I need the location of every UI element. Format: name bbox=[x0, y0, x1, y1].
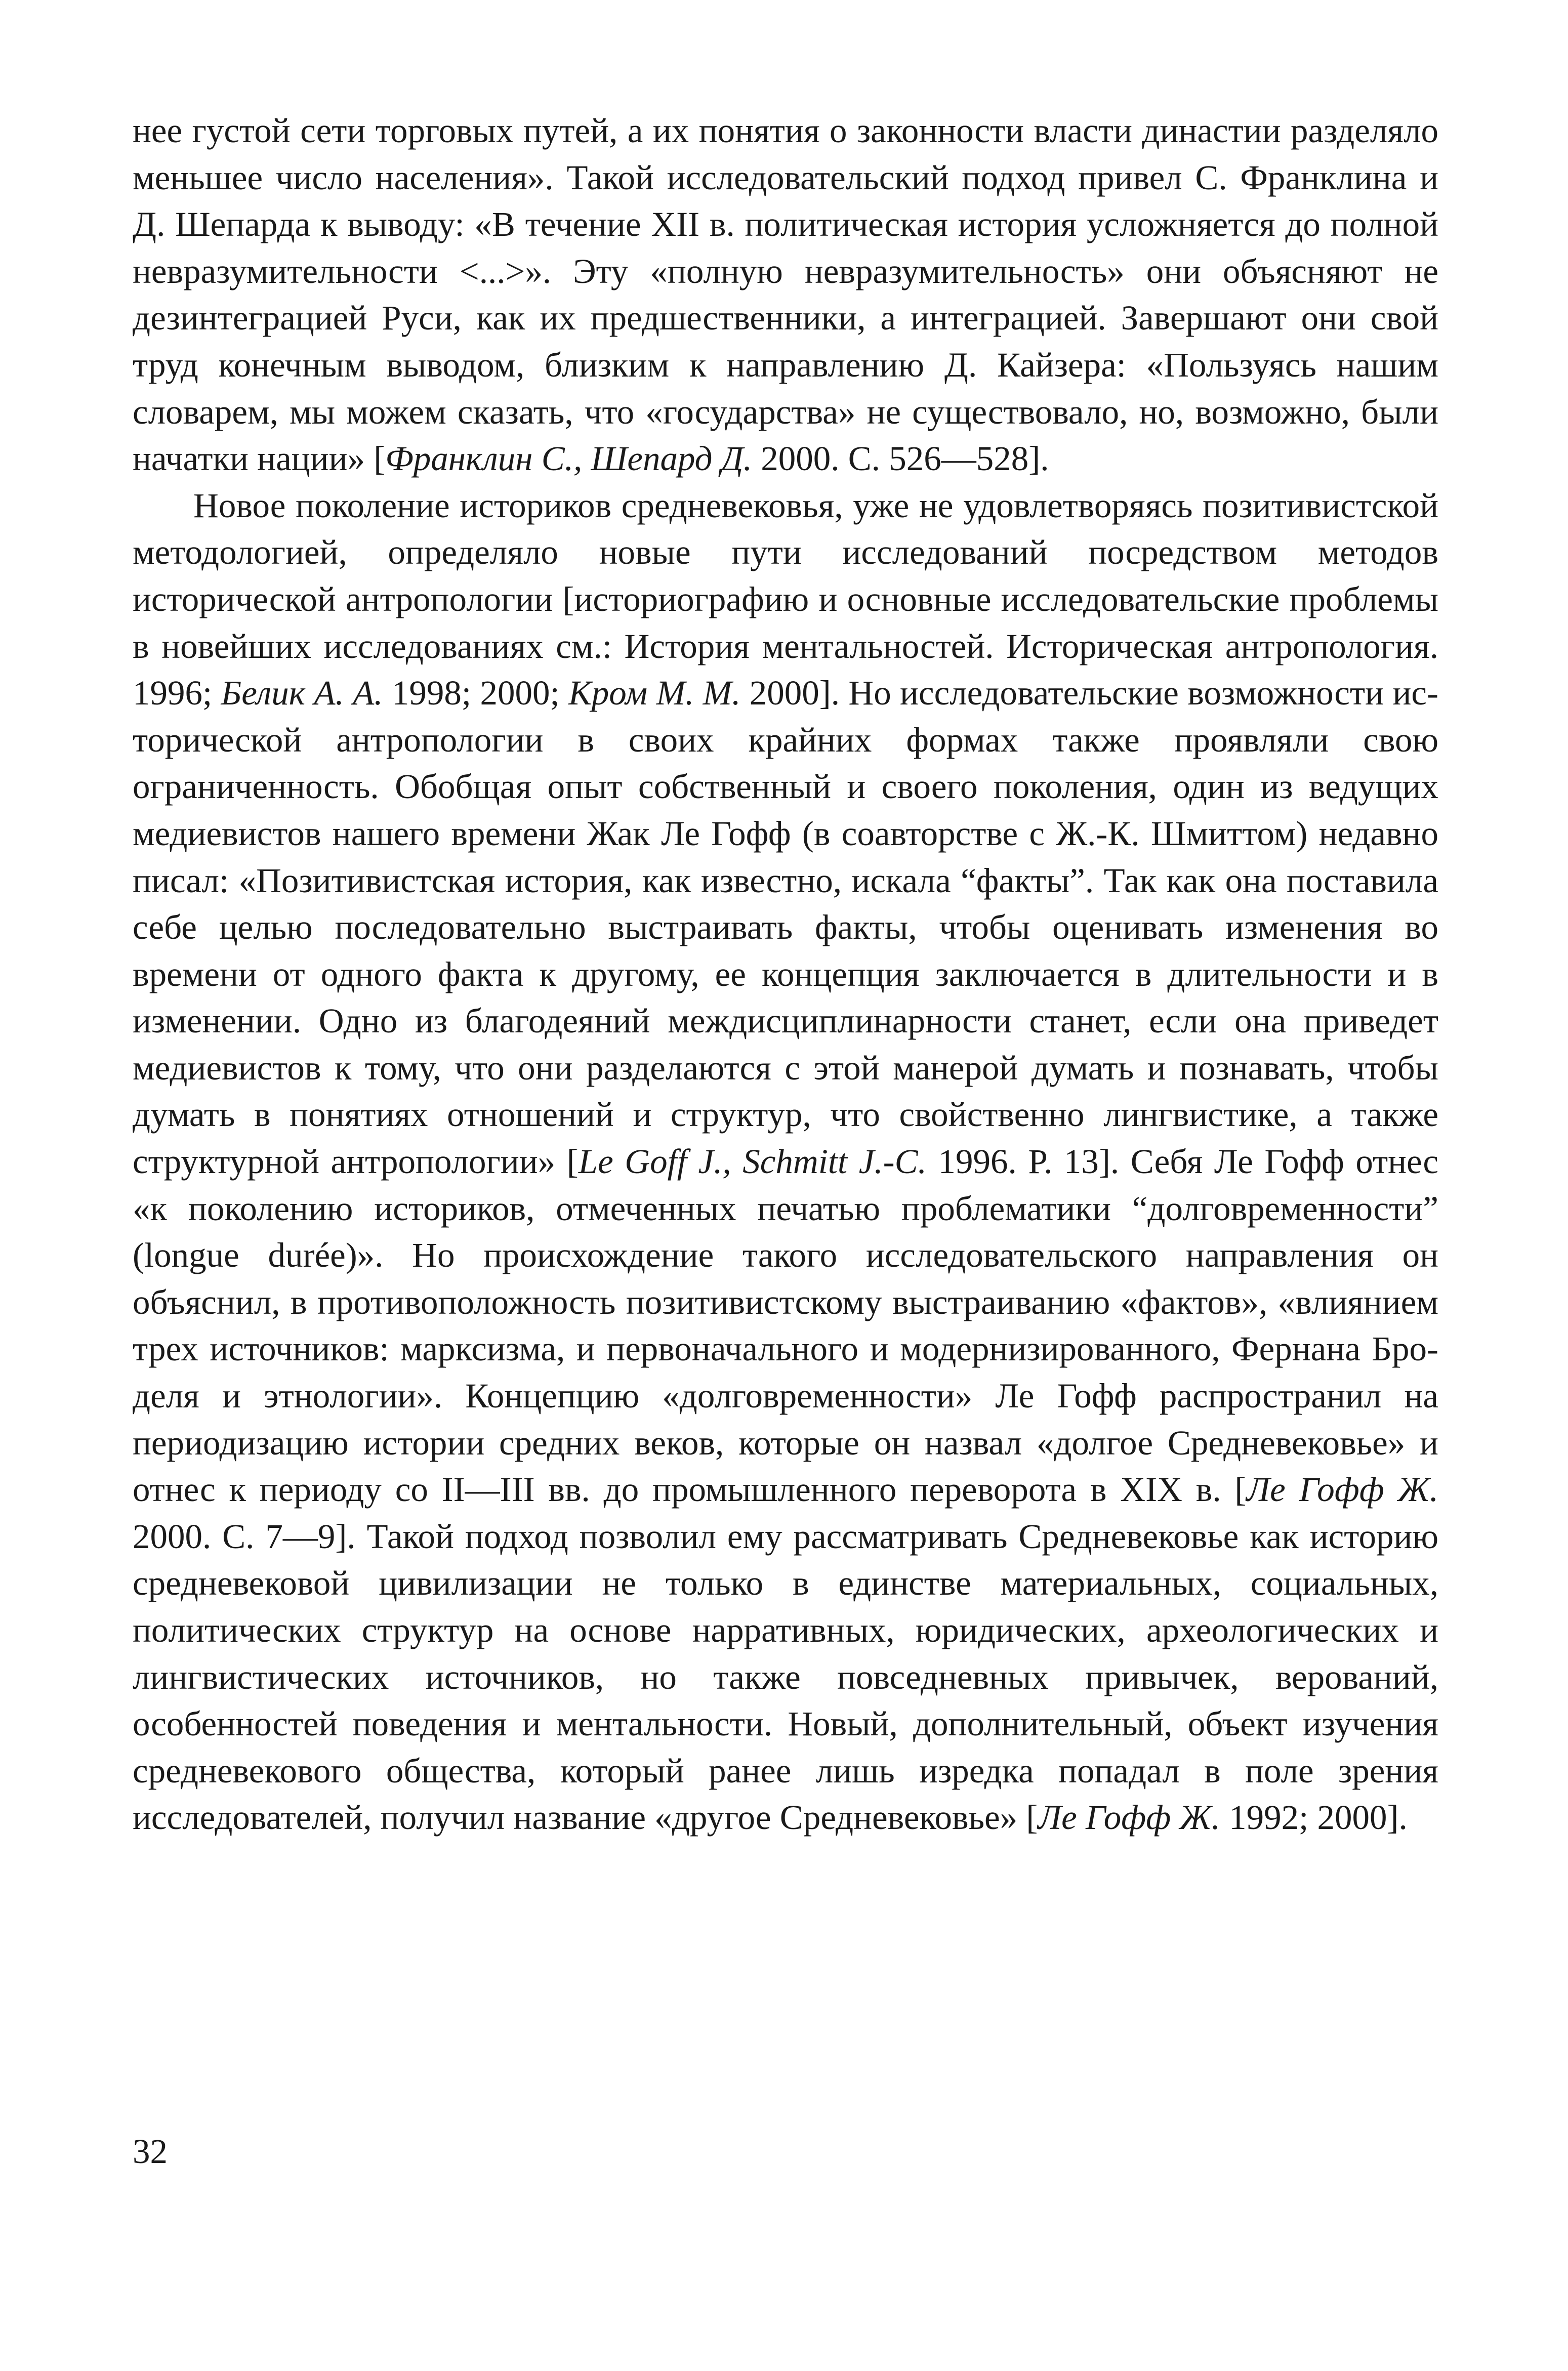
paragraph-main bbox=[133, 482, 1438, 1841]
citation-authors: Белик А. А. bbox=[221, 674, 383, 713]
text-run: 2000]. Но исследовательские возможности исторической антропологии в своих крайних формах также проявляли свою ограниченность. Обобщая опыт собственный и своего поколения, один из ведущих медиевистов нашего времени Жак Ле Гофф (в соавторстве с Ж.-К. Шмиттом) недавно писал: «Позитивистская история, как известно, искала “факты”. Так как она поставила себе целью последовательно выстраивать факты, чтобы оценивать изменения во времени от одного факта к другому, ее концепция заключается в длительности и в изменении. Одно из благодеяний междисциплинарности станет, если она приведет медиевистов к тому, что они разделаются с этой манерой думать и познавать, чтобы думать в понятиях отношений и структур, что свойственно лингвистике, а также структурной антропологии» [ bbox=[133, 674, 1439, 1181]
text-run: 1998; 2000; bbox=[383, 674, 568, 713]
citation-authors: Le Goff J., Schmitt J.-C. bbox=[578, 1142, 927, 1181]
text-run: нее густой сети торговых путей, а их понятия о законности власти династии разделяло меньшее число населения». Такой исследовательский подход привел С. Франклина и Д. Шепарда к выводу: «В течение XII в. политическая история усложняется до полной невразумительности <...>». Эту «полную невразумительность» они объясняют не дезинтеграцией Руси, как их предшественники, а интеграцией. Завершают они свой труд конечным выводом, близким к направлению Д. Кайзера: «Пользуясь нашим словарем, мы можем сказать, что «государства» не существовало, но, возможно, были начатки нации» [ bbox=[133, 111, 1438, 478]
page-number: 32 bbox=[133, 2132, 168, 2171]
text-run: 2000. С. 526—528]. bbox=[752, 439, 1049, 478]
text-run: Новое поколение историков средневековья, уже не удовлетворяясь позитивистской методологией, определяло новые пути исследований посредством методов исторической антропологии [историографию и основные исследовательские проблемы в новейших исследованиях см.: История ментальностей. Историческая антропология. 1996; bbox=[133, 486, 1438, 713]
citation-authors: Кром М. М. bbox=[568, 674, 741, 713]
text-run: 2000. С. 7—9]. Такой подход позволил ему рассматривать Средневековье как историю средневековой цивилизации не только в единстве материальных, социальных, политических структур на основе нарративных, юридических, археологических и лингвистических источников, но также повседневных привычек, верований, особенностей поведения и ментальности. Новый, дополнительный, объект изучения средневекового общества, который ранее лишь изредка попадал в поле зрения исследователей, получил название «другое Средневековье» [ bbox=[133, 1517, 1438, 1837]
citation-authors: Франклин С., Шепард Д. bbox=[385, 439, 752, 478]
text-run: 1992; 2000]. bbox=[1220, 1798, 1408, 1837]
citation-authors: Ле Гофф Ж. bbox=[1038, 1798, 1220, 1837]
text-run: 1996. P. 13]. Себя Ле Гофф отнес «к поколению историков, отмеченных печатью проблематики “долговременности” (longue durée)». Но происхождение такого исследовательского направления он объяснил, в противоположность позитивистскому выстраиванию «фактов», «влиянием трех источников: марксизма, и первоначального и модернизированного, Фернана Броделя и этнологии». Концепцию «долговременности» Ле Гофф распространил на периодизацию истории средних веков, которые он назвал «долгое Средневековье» и отнес к периоду со II—III вв. до промышленного переворота в XIX в. [ bbox=[133, 1142, 1439, 1509]
paragraph-continuation bbox=[133, 107, 1438, 482]
page-body bbox=[133, 107, 1438, 1841]
citation-authors: Ле Гофф Ж. bbox=[1246, 1470, 1438, 1509]
